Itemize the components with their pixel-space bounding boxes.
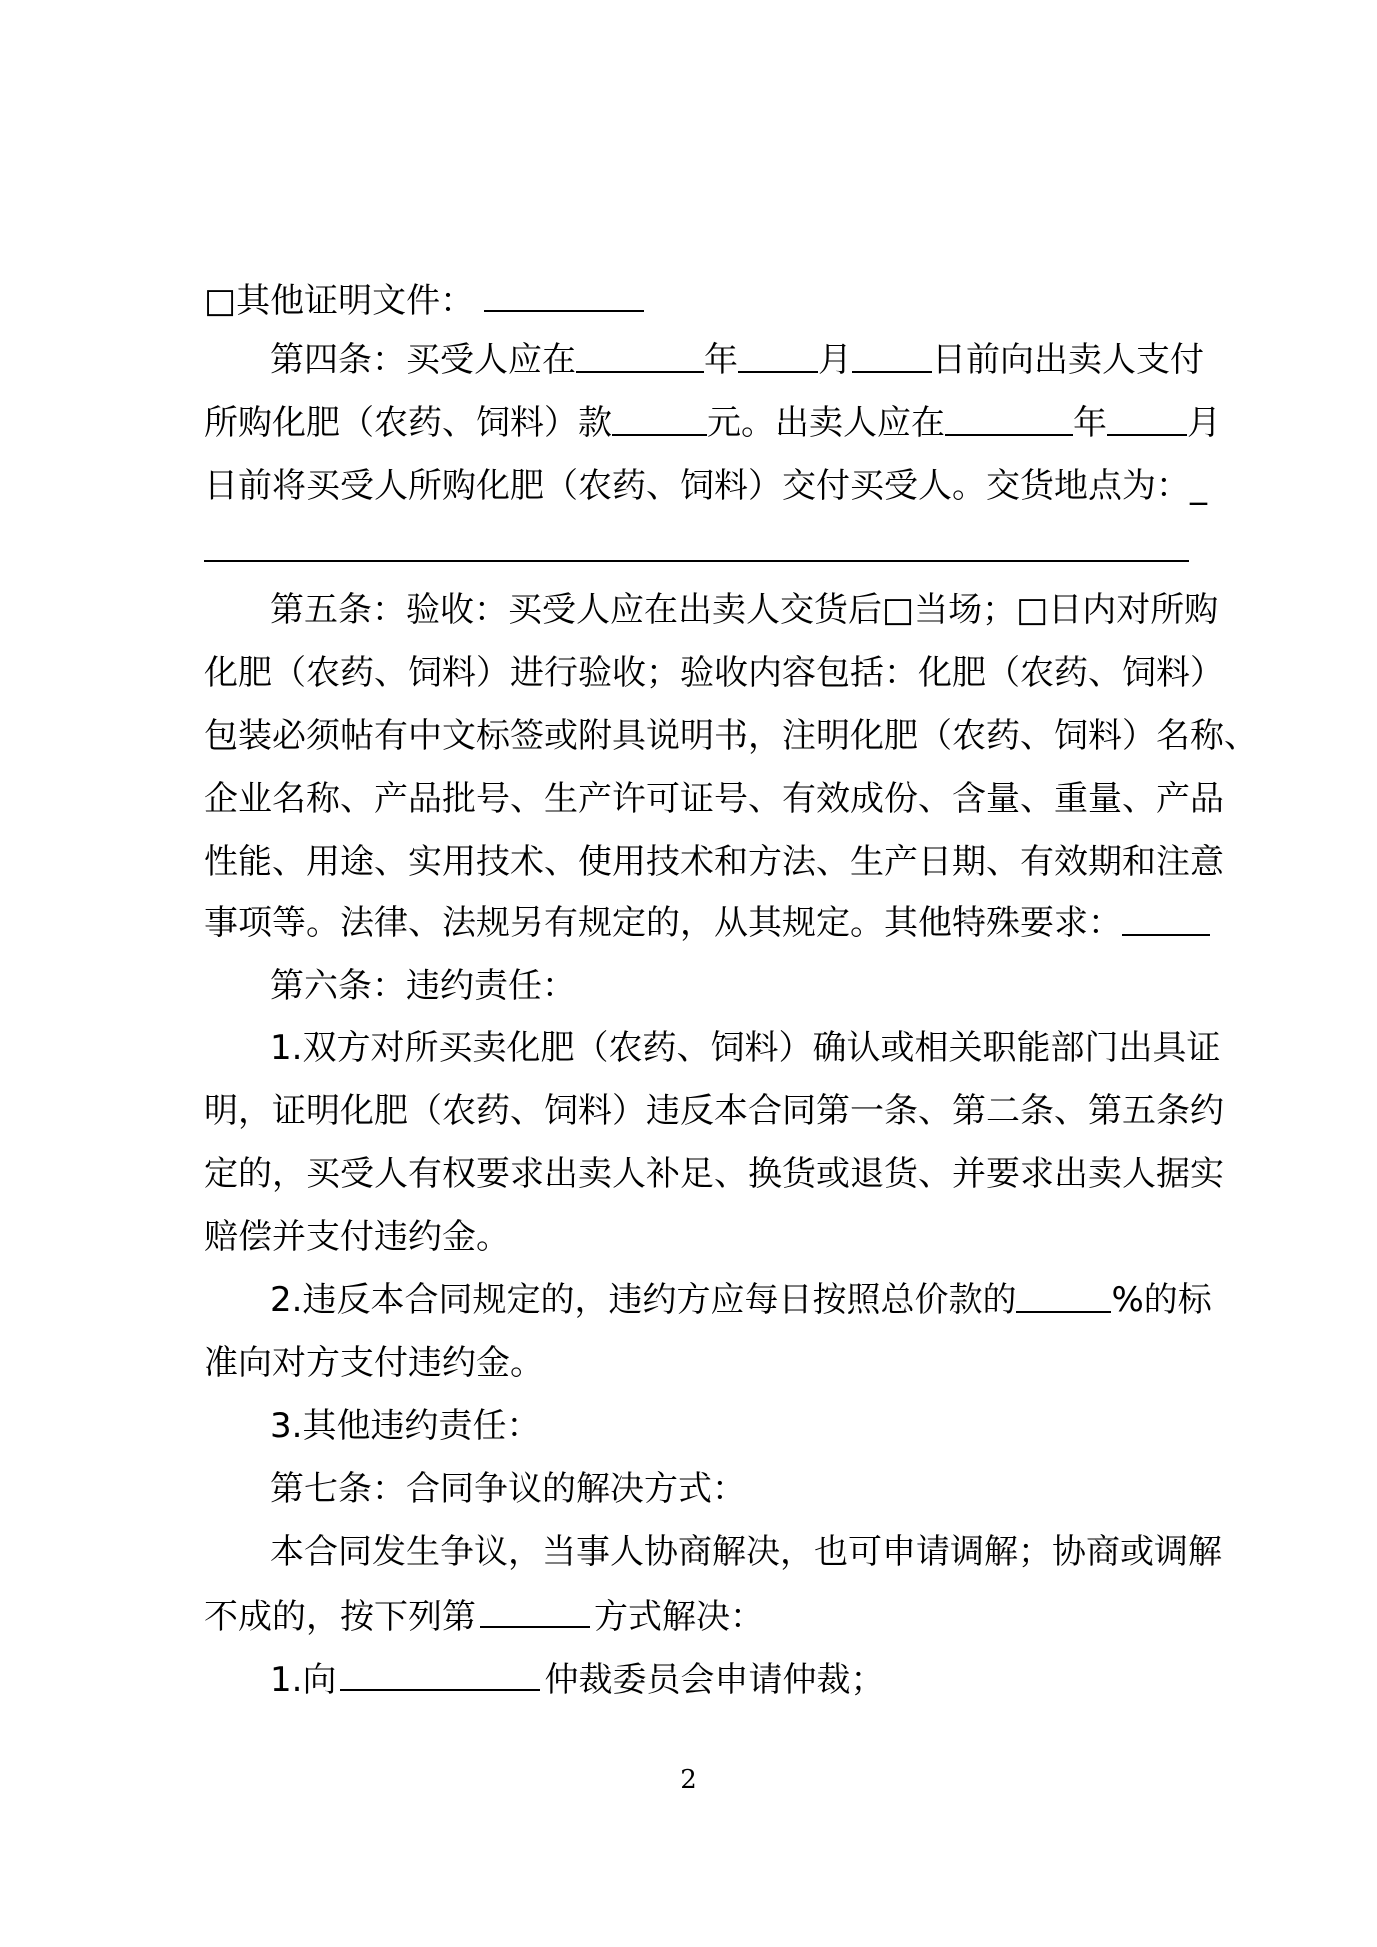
article-5-line-2: 化肥（农药、饲料）进行验收；验收内容包括：化肥（农药、饲料） xyxy=(204,653,1224,693)
text: 事项等。法律、法规另有规定的，从其规定。其他特殊要求： xyxy=(204,903,1122,943)
text: %的标 xyxy=(1111,1280,1212,1320)
amount-blank[interactable] xyxy=(612,400,707,436)
article-6-item-2-line-2: 准向对方支付违约金。 xyxy=(204,1343,544,1383)
special-requirements-blank[interactable] xyxy=(1122,900,1210,936)
page-number: 2 xyxy=(680,1765,697,1795)
delivery-location-blank[interactable] xyxy=(204,560,1189,562)
article-7-line-1: 本合同发生争议，当事人协商解决，也可申请调解；协商或调解 xyxy=(270,1532,1222,1572)
text: 不成的，按下列第 xyxy=(204,1597,476,1637)
text: 日前向出卖人支付 xyxy=(932,340,1204,380)
article-6-heading: 第六条：违约责任： xyxy=(270,966,576,1006)
penalty-rate-blank[interactable] xyxy=(1016,1277,1111,1313)
article-5-line-3: 包装必须帖有中文标签或附具说明书，注明化肥（农药、饲料）名称、 xyxy=(204,716,1258,756)
article-5-line-5: 性能、用途、实用技术、使用技术和方法、生产日期、有效期和注意 xyxy=(204,842,1224,882)
text: □其他证明文件： xyxy=(204,281,475,321)
article-7-heading: 第七条：合同争议的解决方式： xyxy=(270,1469,746,1509)
month-blank[interactable] xyxy=(1107,400,1187,436)
text: 年 xyxy=(1073,403,1107,443)
text: 元。出卖人应在 xyxy=(707,403,945,443)
article-6-item-1-line-1: 1.双方对所买卖化肥（农药、饲料）确认或相关职能部门出具证 xyxy=(270,1028,1221,1068)
article-5-line-1: 第五条：验收：买受人应在出卖人交货后□当场；□日内对所购 xyxy=(270,590,1219,630)
article-4-line-3 xyxy=(204,463,1207,509)
day-blank[interactable] xyxy=(852,337,932,373)
month-blank[interactable] xyxy=(738,337,818,373)
article-5-line-4: 企业名称、产品批号、生产许可证号、有效成份、含量、重量、产品 xyxy=(204,779,1224,819)
year-blank[interactable] xyxy=(945,400,1073,436)
other-documents-line xyxy=(204,276,1189,322)
text: 2.违反本合同规定的，违约方应每日按照总价款的 xyxy=(270,1280,1017,1320)
method-number-blank[interactable] xyxy=(480,1592,590,1628)
text: 所购化肥（农药、饲料）款 xyxy=(204,403,612,443)
text: 仲裁委员会申请仲裁； xyxy=(544,1660,885,1700)
fill-blank[interactable] xyxy=(484,276,644,312)
article-6-item-1-line-2: 明，证明化肥（农药、饲料）违反本合同第一条、第二条、第五条约 xyxy=(204,1091,1224,1131)
article-6-item-2-line-1 xyxy=(270,1277,1212,1323)
text: 方式解决： xyxy=(594,1597,764,1637)
article-7-line-2 xyxy=(204,1592,1189,1638)
article-7-item-1 xyxy=(270,1655,1189,1701)
article-6-item-1-line-4: 赔偿并支付违约金。 xyxy=(204,1217,510,1257)
arbitration-commission-blank[interactable] xyxy=(340,1655,540,1691)
text: 月 xyxy=(1187,403,1221,443)
text: 月 xyxy=(818,340,852,380)
article-6-item-3: 3.其他违约责任： xyxy=(270,1406,541,1446)
article-5-line-6 xyxy=(204,900,1189,946)
text: 1.向 xyxy=(270,1660,337,1700)
year-blank[interactable] xyxy=(576,337,704,373)
article-6-item-1-line-3: 定的，买受人有权要求出卖人补足、换货或退货、并要求出卖人据实 xyxy=(204,1154,1224,1194)
text: 年 xyxy=(704,340,738,380)
text: 第四条：买受人应在 xyxy=(270,340,576,380)
article-4-line-2 xyxy=(204,400,1221,446)
text: 日前将买受人所购化肥（农药、饲料）交付买受人。交货地点为：_ xyxy=(204,466,1207,506)
article-4-line-1 xyxy=(270,337,1204,383)
